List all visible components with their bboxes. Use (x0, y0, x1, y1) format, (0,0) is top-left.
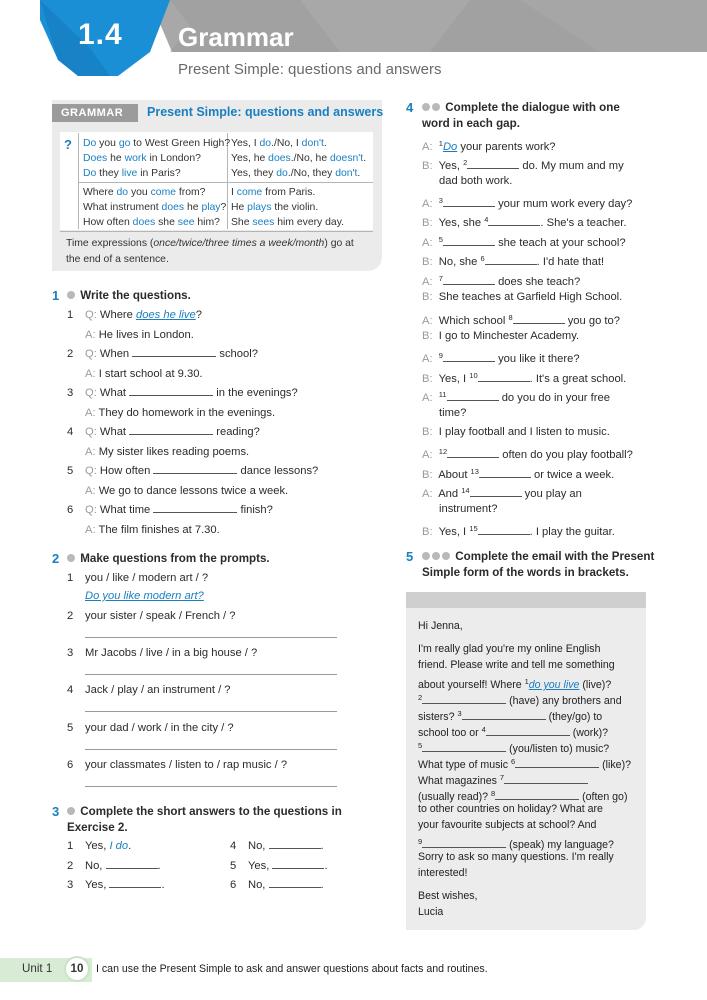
ex1-item-4-q: 4 Q: What reading? (67, 426, 260, 438)
ex1-item-3-q: 3 Q: What in the evenings? (67, 387, 298, 399)
difficulty-dot-icon (432, 103, 440, 111)
grammar-title: Present Simple: questions and answers (147, 105, 384, 119)
ex2-item-3: 3 Mr Jacobs / live / in a big house / ? (67, 647, 258, 659)
ex2-item-2: 2 your sister / speak / French / ? (67, 610, 236, 622)
page-subtitle: Present Simple: questions and answers (178, 61, 442, 78)
grammar-a-wh-2: He plays the violin. (231, 202, 319, 213)
answer-line[interactable] (85, 749, 337, 750)
answer-blank[interactable] (504, 774, 588, 784)
answer-blank[interactable] (447, 391, 499, 401)
difficulty-dot-icon (442, 552, 450, 560)
answer-blank[interactable] (129, 425, 213, 435)
email-line: I'm really glad you're my online English (418, 643, 601, 655)
answer-blank[interactable] (462, 710, 546, 720)
ex1-item-1-a: A: He lives in London. (85, 329, 194, 341)
ex1-item-6-a: A: The film finishes at 7.30. (85, 524, 220, 536)
ex4-line-13: A: $^{11}$ do you do in your free (422, 390, 610, 404)
ex4-line-9: A: Which school $^8$ you go to? (422, 313, 620, 327)
page-number: 10 (64, 956, 90, 982)
grammar-q-yn-2: Does he work in London? (83, 153, 201, 164)
ex1-item-3-a: A: They do homework in the evenings. (85, 407, 276, 419)
ex4-line-11: A: $^9$ you like it there? (422, 351, 580, 365)
grammar-note: Time expressions (once/twice/three times a week/month) go at the end of a sentence. (66, 238, 354, 265)
exercise-2-heading: Make questions from the prompts. (67, 551, 270, 567)
email-line: What magazines $^7$ (418, 770, 588, 790)
ex4-line-5: A: $^5$ she teach at your school? (422, 235, 626, 249)
exercise-2-number: 2 (52, 551, 60, 566)
answer-blank[interactable] (153, 503, 237, 513)
ex1-item-2-q: 2 Q: When school? (67, 348, 258, 360)
email-line: interested! (418, 867, 468, 879)
answer-blank[interactable] (485, 255, 537, 265)
email-line: school too or $^4$ (work)? (418, 725, 609, 739)
answer-blank[interactable] (443, 197, 495, 207)
exercise-3-number: 3 (52, 804, 60, 819)
answer-blank[interactable] (443, 236, 495, 246)
answer-blank[interactable] (272, 859, 324, 869)
ex4-line-6: B: No, she $^6$ . I'd hate that! (422, 254, 605, 268)
table-divider (78, 133, 79, 229)
grammar-q-wh-2: What instrument does he play? (83, 202, 227, 213)
answer-blank[interactable] (422, 838, 506, 848)
ex3-item-6: 6 No, . (230, 879, 324, 891)
ex3-item-5: 5 Yes, . (230, 860, 328, 872)
ex2-item-4: 4 Jack / play / an instrument / ? (67, 684, 231, 696)
table-divider (78, 182, 373, 183)
ex1-item-4-a: A: My sister likes reading poems. (85, 446, 250, 458)
grammar-q-wh-1: Where do you come from? (83, 187, 206, 198)
answer-line[interactable] (85, 711, 337, 712)
email-line: to other countries on holiday? What are (418, 803, 603, 815)
answer-blank[interactable] (443, 275, 495, 285)
email-line: What type of music $^6$ (like)? (418, 757, 631, 771)
ex4-line-15: A: $^{12}$ often do you play football? (422, 447, 633, 461)
ex4-line-2: B: Yes, $^2$ do. My mum and my (422, 158, 624, 172)
email-line: (usually read)? $^8$ (often go) (418, 789, 628, 803)
answer-blank[interactable] (513, 314, 565, 324)
exercise-3-heading: Complete the short answers to the questions in Exercise 2. (67, 805, 342, 834)
unit-number: 1.4 (78, 18, 123, 51)
ex4-line-7: A: $^7$ does she teach? (422, 274, 581, 288)
answer-blank[interactable] (132, 347, 216, 357)
difficulty-dot-icon (432, 552, 440, 560)
ex4-line-12: B: Yes, I $^{10}$ . It's a great school. (422, 371, 627, 385)
ex3-item-3: 3 Yes, . (67, 879, 165, 891)
grammar-a-yn-3: Yes, they do./No, they don't. (231, 168, 361, 179)
answer-blank[interactable] (443, 352, 495, 362)
ex4-line-8: B: She teaches at Garfield High School. (422, 291, 623, 303)
ex4-line-2b: dad both work. (439, 175, 513, 187)
ex1-item-6-q: 6 Q: What time finish? (67, 504, 273, 516)
answer-line[interactable] (85, 637, 337, 638)
email-line: sisters? $^3$ (they/go) to (418, 709, 603, 723)
exercise-5-number: 5 (406, 549, 414, 564)
answer-blank[interactable] (488, 216, 540, 226)
answer-blank[interactable] (422, 742, 506, 752)
answer-blank[interactable] (422, 694, 506, 704)
grammar-q-yn-3: Do they live in Paris? (83, 168, 181, 179)
answer-blank[interactable] (479, 468, 531, 478)
grammar-a-yn-2: Yes, he does./No, he doesn't. (231, 153, 367, 164)
answer-line[interactable] (85, 674, 337, 675)
question-mark-icon: ? (64, 137, 72, 152)
ex3-item-2: 2 No, . (67, 860, 161, 872)
footer-can-do: I can use the Present Simple to ask and answer questions about facts and routines. (96, 963, 488, 975)
ex1-item-1-q: 1 Q: Where does he live? (67, 309, 202, 321)
answer-blank[interactable] (495, 790, 579, 800)
ex2-item-5: 5 your dad / work / in the city / ? (67, 722, 234, 734)
difficulty-dot-icon (67, 807, 75, 815)
difficulty-dot-icon (422, 103, 430, 111)
answer-blank[interactable] (109, 878, 161, 888)
exercise-1-heading: Write the questions. (67, 288, 191, 304)
footer-unit: Unit 1 (22, 962, 53, 975)
difficulty-dot-icon (67, 554, 75, 562)
ex4-line-17: A: And $^{14}$ you play an (422, 486, 582, 500)
answer-blank[interactable] (467, 159, 519, 169)
ex4-line-14: B: I play football and I listen to music. (422, 426, 610, 438)
ex4-line-18: B: Yes, I $^{15}$ . I play the guitar. (422, 524, 615, 538)
answer-blank[interactable] (478, 525, 530, 535)
answer-blank[interactable] (478, 372, 530, 382)
page-title: Grammar (178, 22, 294, 52)
grammar-a-wh-1: I come from Paris. (231, 187, 316, 198)
answer-blank[interactable] (153, 464, 237, 474)
grammar-a-wh-3: She sees him every day. (231, 217, 345, 228)
ex4-line-17b: instrument? (439, 503, 498, 515)
answer-blank[interactable] (470, 487, 522, 497)
ex4-line-16: B: About $^{13}$ or twice a week. (422, 467, 615, 481)
email-line: $^2$ (have) any brothers and (418, 693, 622, 707)
exercise-5-heading: Complete the email with the Present Simple form of the words in brackets. (422, 550, 655, 579)
answer-blank[interactable] (447, 448, 499, 458)
exercise-4-heading: Complete the dialogue with one word in each gap. (422, 101, 620, 130)
answer-blank[interactable] (486, 726, 570, 736)
answer-blank[interactable] (269, 839, 321, 849)
table-divider (60, 231, 373, 232)
ex4-line-4: B: Yes, she $^4$ . She's a teacher. (422, 215, 627, 229)
ex4-line-3: A: $^3$ your mum work every day? (422, 196, 633, 210)
exercise-1-number: 1 (52, 288, 60, 303)
answer-blank[interactable] (515, 758, 599, 768)
email-signoff: Best wishes, (418, 890, 478, 902)
ex2-item-1: 1 you / like / modern art / ? (67, 572, 209, 584)
ex2-item-1-answer: Do you like modern art? (85, 590, 204, 602)
email-line: $^5$ (you/listen to) music? (418, 741, 610, 755)
difficulty-dot-icon (422, 552, 430, 560)
answer-blank[interactable] (269, 878, 321, 888)
ex4-line-1: A: $^1$Do your parents work? (422, 139, 556, 153)
ex4-line-13b: time? (439, 407, 467, 419)
email-line: your favourite subjects at school? And (418, 819, 597, 831)
exercise-4-number: 4 (406, 100, 414, 115)
email-greeting: Hi Jenna, (418, 620, 463, 632)
answer-blank[interactable] (106, 859, 158, 869)
answer-line[interactable] (85, 786, 337, 787)
grammar-tag: GRAMMAR (52, 104, 138, 122)
ex1-item-5-a: A: We go to dance lessons twice a week. (85, 485, 289, 497)
answer-blank[interactable] (129, 386, 213, 396)
difficulty-dot-icon (67, 291, 75, 299)
ex1-item-5-q: 5 Q: How often dance lessons? (67, 465, 319, 477)
email-line: Sorry to ask so many questions. I'm really (418, 851, 614, 863)
ex2-item-6: 6 your classmates / listen to / rap music / ? (67, 759, 288, 771)
ex3-item-1: 1 Yes, I do. (67, 840, 132, 852)
ex4-line-10: B: I go to Minchester Academy. (422, 330, 580, 342)
grammar-q-yn-1: Do you go to West Green High? (83, 138, 231, 149)
grammar-a-yn-1: Yes, I do./No, I don't. (231, 138, 327, 149)
grammar-q-wh-3: How often does she see him? (83, 217, 220, 228)
email-line: friend. Please write and tell me something (418, 659, 615, 671)
email-line: about yourself! Where $^1$do you live (live)? (418, 677, 612, 691)
ex3-item-4: 4 No, . (230, 840, 324, 852)
email-signature: Lucia (418, 906, 444, 918)
email-line: $^9$ (speak) my language? (418, 837, 614, 851)
email-header-bar (406, 592, 646, 608)
ex1-item-2-a: A: I start school at 9.30. (85, 368, 203, 380)
